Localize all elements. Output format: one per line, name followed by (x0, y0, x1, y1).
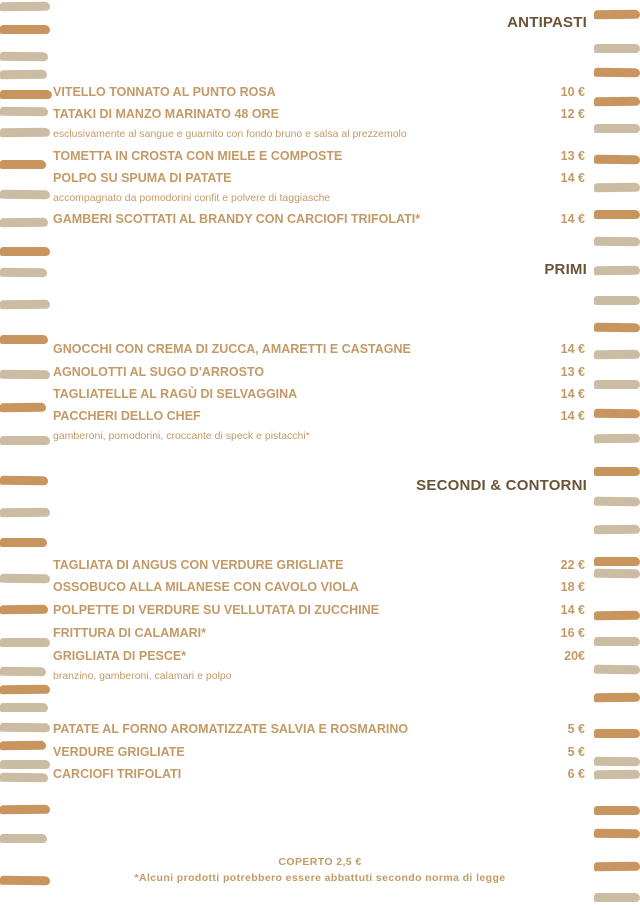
decorative-stripe (594, 97, 640, 106)
decorative-stripe (594, 806, 640, 815)
menu-item (53, 365, 585, 383)
decorative-stripe (0, 268, 47, 277)
section-title-secondi: SECONDI & CONTORNI (416, 477, 587, 494)
item-price: 14 € (560, 387, 585, 401)
item-price: 22 € (560, 558, 585, 572)
decorative-stripe (0, 160, 46, 169)
decorative-stripe (0, 335, 48, 344)
decorative-stripe (0, 476, 48, 486)
decorative-stripe (594, 569, 640, 578)
item-price: 14 € (560, 212, 585, 226)
decorative-stripe (0, 773, 48, 783)
decorative-stripe (0, 805, 50, 815)
decorative-stripe (594, 637, 640, 646)
menu-item (53, 603, 585, 621)
decorative-stripe (594, 237, 640, 246)
decorative-stripe (594, 155, 640, 164)
decorative-stripe (0, 436, 50, 445)
item-name: TAGLIATELLE AL RAGÙ DI SELVAGGINA (53, 387, 298, 401)
menu-item (53, 580, 585, 598)
decorative-stripe (0, 190, 50, 200)
decorative-stripe (0, 638, 50, 647)
menu-item (53, 171, 585, 189)
item-price: 12 € (560, 107, 585, 121)
item-price: 18 € (560, 580, 585, 594)
decorative-stripe (0, 70, 47, 79)
menu-item (53, 107, 585, 125)
decorative-stripe (0, 574, 50, 584)
item-description: esclusivamente al sangue e guarnito con fondo bruno e salsa al prezzemolo (53, 128, 407, 140)
menu-item (53, 387, 585, 405)
menu-item (53, 149, 585, 167)
decorative-stripe (594, 266, 640, 275)
item-name: TATAKI DI MANZO MARINATO 48 ORE (53, 107, 279, 121)
decorative-stripe (594, 10, 640, 19)
decorative-stripe (594, 757, 640, 766)
decorative-stripe (594, 497, 640, 506)
item-price: 13 € (560, 149, 585, 163)
item-name: VERDURE GRIGLIATE (53, 745, 185, 759)
decorative-stripe (0, 128, 50, 138)
item-price: 5 € (567, 722, 585, 736)
decorative-stripe (0, 723, 50, 733)
item-name: GRIGLIATA DI PESCE* (53, 649, 187, 663)
left-stripe-border (0, 0, 52, 905)
decorative-stripe (0, 760, 50, 769)
decorative-stripe (594, 693, 640, 702)
item-price: 14 € (560, 603, 585, 617)
menu-item (53, 745, 585, 763)
decorative-stripe (594, 829, 640, 838)
decorative-stripe (0, 300, 50, 310)
decorative-stripe (0, 247, 50, 256)
item-description: gamberoni, pomodorini, croccante di speck e pistacchi* (53, 430, 310, 442)
section-title-antipasti: ANTIPASTI (507, 14, 587, 31)
decorative-stripe (0, 403, 46, 412)
item-price: 20€ (564, 649, 585, 663)
decorative-stripe (594, 183, 640, 192)
menu-item (53, 212, 585, 230)
decorative-stripe (594, 434, 640, 443)
item-price: 14 € (560, 342, 585, 356)
decorative-stripe (594, 296, 640, 305)
decorative-stripe (0, 667, 46, 676)
item-name: FRITTURA DI CALAMARI* (53, 626, 206, 640)
item-description: branzino, gamberoni, calamari e polpo (53, 670, 232, 682)
decorative-stripe (594, 770, 640, 779)
item-price: 14 € (560, 171, 585, 185)
item-price: 14 € (560, 409, 585, 423)
item-name: CARCIOFI TRIFOLATI (53, 767, 182, 781)
menu-item (53, 85, 585, 103)
decorative-stripe (0, 834, 47, 843)
decorative-stripe (0, 370, 50, 380)
decorative-stripe (0, 2, 50, 12)
decorative-stripe (594, 893, 640, 902)
decorative-stripe (0, 218, 48, 228)
menu-item (53, 649, 585, 667)
decorative-stripe (0, 538, 47, 547)
cover-charge: COPERTO 2,5 € (278, 856, 362, 868)
item-name: POLPETTE DI VERDURE SU VELLUTATA DI ZUCCHINE (53, 603, 379, 617)
menu-item (53, 342, 585, 360)
decorative-stripe (0, 107, 48, 117)
decorative-stripe (0, 52, 48, 62)
footnote: *Alcuni prodotti potrebbero essere abbattuti secondo norma di legge (134, 872, 506, 884)
item-name: TAGLIATA DI ANGUS CON VERDURE GRIGLIATE (53, 558, 344, 572)
item-price: 5 € (567, 745, 585, 759)
decorative-stripe (594, 44, 640, 53)
menu-item (53, 722, 585, 740)
item-price: 10 € (560, 85, 585, 99)
menu-item (53, 767, 585, 785)
item-name: VITELLO TONNATO AL PUNTO ROSA (53, 85, 276, 99)
menu-item (53, 409, 585, 427)
item-price: 16 € (560, 626, 585, 640)
section-title-primi: PRIMI (544, 261, 587, 278)
decorative-stripe (0, 685, 50, 695)
decorative-stripe (594, 729, 640, 738)
item-name: PATATE AL FORNO AROMATIZZATE SALVIA E ROSMARINO (53, 722, 409, 736)
decorative-stripe (594, 409, 640, 418)
item-price: 6 € (567, 767, 585, 781)
menu-item (53, 558, 585, 576)
menu-item (53, 626, 585, 644)
item-name: POLPO SU SPUMA DI PATATE (53, 171, 232, 185)
item-name: OSSOBUCO ALLA MILANESE CON CAVOLO VIOLA (53, 580, 359, 594)
decorative-stripe (0, 25, 50, 34)
decorative-stripe (0, 741, 46, 750)
decorative-stripe (594, 557, 640, 566)
item-description: accompagnato da pomodorini confit e polvere di taggiasche (53, 192, 331, 204)
item-name: AGNOLOTTI AL SUGO D'ARROSTO (53, 365, 265, 379)
decorative-stripe (0, 508, 50, 518)
decorative-stripe (594, 380, 640, 389)
item-name: GNOCCHI CON CREMA DI ZUCCA, AMARETTI E CASTAGNE (53, 342, 411, 356)
decorative-stripe (594, 525, 640, 534)
item-name: GAMBERI SCOTTATI AL BRANDY CON CARCIOFI TRIFOLATI* (53, 212, 421, 226)
decorative-stripe (594, 467, 640, 476)
decorative-stripe (594, 323, 640, 332)
decorative-stripe (594, 68, 640, 77)
item-name: PACCHERI DELLO CHEF (53, 409, 201, 423)
decorative-stripe (594, 611, 640, 620)
decorative-stripe (0, 703, 48, 712)
decorative-stripe (594, 350, 640, 359)
item-price: 13 € (560, 365, 585, 379)
right-stripe-border (592, 0, 640, 905)
decorative-stripe (594, 210, 640, 219)
decorative-stripe (594, 124, 640, 133)
decorative-stripe (594, 665, 640, 674)
item-name: TOMETTA IN CROSTA CON MIELE E COMPOSTE (53, 149, 343, 163)
decorative-stripe (0, 90, 52, 99)
decorative-stripe (0, 605, 48, 615)
